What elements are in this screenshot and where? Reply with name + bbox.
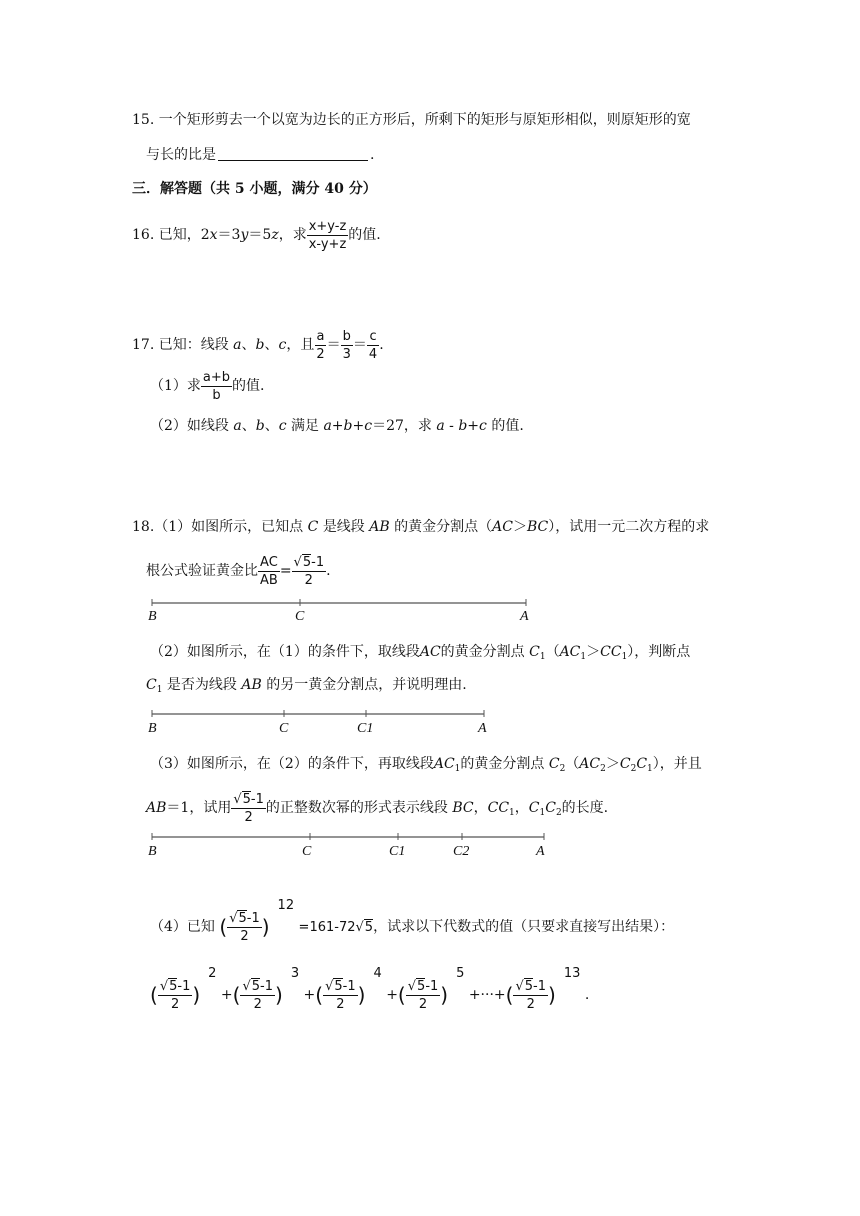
label-C1: C1 xyxy=(389,844,406,859)
seg-AC1: AC xyxy=(433,756,455,772)
q18-p3-c: ），并且 xyxy=(652,756,702,772)
var-a: a xyxy=(233,418,242,434)
sub-1: 1 xyxy=(539,808,546,818)
var-z: z xyxy=(271,227,279,243)
p1-num: a+b xyxy=(202,369,231,385)
q17-sep2: 、 xyxy=(264,337,279,353)
minus-one: -1 xyxy=(260,978,273,994)
q18-p3-a: （3）如图所示，在（2）的条件下，再取线段 xyxy=(150,756,434,772)
section-title: 三．解答题（共 5 小题，满分 40 分） xyxy=(132,181,377,197)
power: 3 xyxy=(290,966,300,981)
q17-frac-2 xyxy=(341,328,353,363)
golden-ratio-rhs xyxy=(292,554,327,589)
seg-CC1-b: C xyxy=(610,644,622,660)
q15-text-b: 与长的比是 xyxy=(146,147,216,163)
gr-num xyxy=(227,910,262,928)
q18-p2-line1 xyxy=(150,640,690,664)
term-frac xyxy=(406,978,441,1013)
point-C1: C xyxy=(146,677,157,693)
plus: + xyxy=(386,987,398,1003)
label-C2: C2 xyxy=(453,844,470,859)
sub-1: 1 xyxy=(647,764,653,774)
term-den: 2 xyxy=(526,996,535,1012)
var-b: b xyxy=(255,337,265,353)
q18-p4-line1 xyxy=(150,880,675,944)
ratio-den: AB xyxy=(260,572,278,588)
q16-frac-den: x-y+z xyxy=(308,236,347,252)
q16-ask: ，求 xyxy=(278,227,307,243)
gr-num xyxy=(231,791,266,809)
sqrt-arg: 5 xyxy=(417,978,426,994)
q18-p2-line2b: 的另一黄金分割点，并说明理由. xyxy=(266,677,467,693)
label-A: A xyxy=(536,844,545,859)
q17-p2-a: （2）如线段 xyxy=(150,418,229,434)
label-C: C xyxy=(302,844,312,859)
label-C: C xyxy=(279,721,289,736)
q16-eq2: ＝5 xyxy=(248,227,272,243)
sum-expression xyxy=(150,948,590,1012)
seg-C2C1-b: C xyxy=(636,756,648,772)
q18-p1-mid2: 的黄金分割点（ xyxy=(394,519,493,535)
q16-line xyxy=(132,215,381,255)
diagram-1-segment xyxy=(140,596,540,626)
term-num xyxy=(158,978,193,996)
q17-eq: ＝ xyxy=(326,337,341,353)
seg-BC: BC xyxy=(452,800,474,816)
sqrt-5: √5 xyxy=(407,978,426,994)
q18-p3-line2a: ＝1，试用 xyxy=(166,800,232,816)
point-C: C xyxy=(307,519,319,535)
gr-den: 2 xyxy=(244,809,253,825)
term-frac xyxy=(513,978,548,1013)
minus-one: -1 xyxy=(177,978,191,994)
label-A: A xyxy=(478,721,487,736)
q17-frac-1 xyxy=(314,328,326,363)
q18-p2-c: （ xyxy=(545,644,560,660)
paren-close: ) xyxy=(261,915,270,939)
q17-and: ，且 xyxy=(286,337,315,353)
gr-den: 2 xyxy=(240,928,249,944)
paren-close: ) xyxy=(192,983,201,1007)
golden-ratio xyxy=(231,791,266,826)
power-12: 12 xyxy=(277,898,295,913)
q17-frac-3 xyxy=(367,328,379,363)
plus: + xyxy=(303,987,316,1003)
seg-C1C2-b: C xyxy=(545,800,556,816)
p1-den: b xyxy=(212,387,221,403)
term-den: 2 xyxy=(170,996,180,1012)
plus: + xyxy=(220,987,233,1003)
answer-blank xyxy=(218,144,368,161)
sqrt-arg: 5 xyxy=(302,554,312,570)
paren-open: ( xyxy=(505,983,514,1007)
sub-1: 1 xyxy=(580,652,587,662)
label-B: B xyxy=(148,844,157,859)
label-C1: C1 xyxy=(357,721,374,736)
f2-den: 3 xyxy=(342,346,351,362)
point-C1: C xyxy=(529,644,540,660)
period: . xyxy=(326,563,331,579)
sqrt-5: √5 xyxy=(293,554,312,570)
seg-CC1-b: C xyxy=(498,800,510,816)
paren-open: ( xyxy=(232,983,241,1007)
q16-text: 已知，2 xyxy=(158,227,210,243)
sub-2: 2 xyxy=(559,764,566,774)
q17-p1-post: 的值. xyxy=(232,378,265,394)
label-A: A xyxy=(520,609,529,624)
comma: ， xyxy=(473,800,488,816)
rhs-num xyxy=(292,554,327,572)
q15-text: 一个矩形剪去一个以宽为边长的正方形后，所剩下的矩形与原矩形相似，则原矩形的宽 xyxy=(158,112,691,128)
paren-open: ( xyxy=(219,915,228,939)
diagram-2-segment xyxy=(140,707,500,737)
seg-CC1-a: C xyxy=(487,800,499,816)
sqrt-arg: 5 xyxy=(238,910,247,926)
q18-p2-d: ），判断点 xyxy=(627,644,691,660)
sub-1: 1 xyxy=(509,808,515,818)
seg-C1C2-a: C xyxy=(528,800,540,816)
sqrt-arg: 5 xyxy=(524,978,534,994)
minus-one: -1 xyxy=(533,978,546,994)
sqrt-arg: 5 xyxy=(242,791,251,807)
q15-number: 15. xyxy=(132,112,155,128)
q15-end: . xyxy=(370,147,375,163)
paren-open: ( xyxy=(315,983,324,1007)
paren-close: ) xyxy=(548,983,556,1007)
label-B: B xyxy=(148,609,157,624)
minus-one: -1 xyxy=(342,978,356,994)
q18-p1-mid3: ），试用一元二次方程的求 xyxy=(548,519,710,535)
var-y: y xyxy=(240,227,249,243)
seg-AB: AB xyxy=(369,519,390,535)
sub-1: 1 xyxy=(156,685,163,695)
q16-eq1: ＝3 xyxy=(217,227,241,243)
seg-BC: BC xyxy=(526,519,549,535)
q16-frac-num: x+y-z xyxy=(308,218,347,234)
q18-p2-line2 xyxy=(146,673,467,697)
q18-p1-line1 xyxy=(132,515,709,539)
q17-p2-eq: ＝27，求 xyxy=(372,418,432,434)
paren-close: ) xyxy=(357,983,366,1007)
term-den: 2 xyxy=(418,996,428,1012)
sqrt-arg: 5 xyxy=(251,978,261,994)
term-den: 2 xyxy=(253,996,262,1012)
minus-one: -1 xyxy=(311,554,325,570)
paren-close: ) xyxy=(440,983,449,1007)
q18-p1-mid1: 是线段 xyxy=(322,519,365,535)
seg-AC1: AC xyxy=(559,644,581,660)
sqrt-5: √5 xyxy=(355,920,374,935)
p4-value: =161-72 xyxy=(298,920,356,935)
sub-2: 2 xyxy=(630,764,637,774)
q16-post: 的值. xyxy=(348,227,381,243)
q18-p2-b: 的黄金分割点 xyxy=(440,644,525,660)
q18-p1-text: （1）如图所示，已知点 xyxy=(154,519,304,535)
golden-ratio-lhs xyxy=(258,554,280,589)
term-frac xyxy=(158,978,193,1013)
f1-num: a xyxy=(316,328,325,344)
q18-p2-line2-text: 是否为线段 xyxy=(166,677,237,693)
q17-number: 17. xyxy=(132,337,155,353)
term-num xyxy=(240,978,275,996)
q17-p1-label: （1）求 xyxy=(150,378,201,394)
var-x: x xyxy=(209,227,218,243)
term-frac xyxy=(323,978,358,1013)
seg-C2C1-a: C xyxy=(619,756,631,772)
q18-p3-line2b: 的正整数次幂的形式表示线段 xyxy=(265,800,448,816)
q18-p4-label: （4）已知 xyxy=(150,919,215,935)
sub-2: 2 xyxy=(555,808,562,818)
term-num xyxy=(323,978,358,996)
seg-AB: AB xyxy=(146,800,167,816)
sub-1: 1 xyxy=(454,764,461,774)
end: . xyxy=(584,987,590,1003)
seg-CC1-a: C xyxy=(600,644,611,660)
ratio-eq: = xyxy=(279,563,292,579)
q17-part2 xyxy=(150,414,524,438)
sqrt-5: √5 xyxy=(233,791,251,807)
sqrt-5: √5 xyxy=(229,910,247,926)
q15-line-1 xyxy=(132,108,691,132)
sqrt-5: √5 xyxy=(325,978,343,994)
q17-sep1: 、 xyxy=(241,337,256,353)
power: 2 xyxy=(208,966,217,981)
f3-den: 4 xyxy=(368,346,378,362)
sqrt-5: √5 xyxy=(515,978,534,994)
ratio-num: AC xyxy=(260,554,278,570)
minus-one: -1 xyxy=(246,910,260,926)
sqrt-5: √5 xyxy=(242,978,261,994)
sqrt-5: √5 xyxy=(159,978,178,994)
var-a: a xyxy=(233,337,242,353)
term-num xyxy=(406,978,441,996)
q15-line-2 xyxy=(146,143,374,167)
q17-p2-post: 的值. xyxy=(491,418,524,434)
sqrt-arg: 5 xyxy=(169,978,178,994)
diagram-3-segment xyxy=(140,830,560,862)
q16-number: 16. xyxy=(132,227,155,243)
q18-p3-paren: （ xyxy=(565,756,580,772)
q18-p3-b: 的黄金分割点 xyxy=(460,756,545,772)
gt: ＞ xyxy=(512,519,527,535)
comma: ， xyxy=(514,800,529,816)
sub-1: 1 xyxy=(621,652,628,662)
power: 13 xyxy=(563,966,581,981)
q18-p4-post: ，试求以下代数式的值（只要求直接写出结果）： xyxy=(373,919,675,935)
seg-AC: AC xyxy=(492,519,513,535)
f1-den: 2 xyxy=(316,346,325,362)
power: 5 xyxy=(456,966,465,981)
q17-p2-sep2: 、 xyxy=(264,418,279,434)
label-C: C xyxy=(295,609,305,624)
golden-ratio xyxy=(227,910,262,945)
q17-part1 xyxy=(150,366,265,406)
q18-p3-line1 xyxy=(150,752,702,776)
seg-AC: AC xyxy=(419,644,441,660)
var-c: c xyxy=(278,337,287,353)
dots: +···+ xyxy=(468,987,506,1003)
seg-AC2: AC xyxy=(579,756,601,772)
q18-number: 18. xyxy=(132,519,155,535)
q17-p2-d: 满足 xyxy=(291,418,319,434)
rhs-den: 2 xyxy=(304,572,313,588)
paren-open: ( xyxy=(150,983,158,1007)
sub-1: 1 xyxy=(539,652,546,662)
var-c: c xyxy=(278,418,287,434)
label-B: B xyxy=(148,721,157,736)
q18-p3-line2d: 的长度. xyxy=(561,800,609,816)
sqrt-arg: 5 xyxy=(334,978,343,994)
var-b: b xyxy=(255,418,265,434)
q18-p3-line2 xyxy=(146,785,608,831)
q17-expr1: a+b+c xyxy=(323,418,373,434)
q18-p1-line2-text: 根公式验证黄金比 xyxy=(146,563,258,579)
term-den: 2 xyxy=(336,996,345,1012)
f3-num: c xyxy=(369,328,377,344)
q17-p2-sep: 、 xyxy=(241,418,256,434)
q17-eq2: ＝ xyxy=(352,337,367,353)
gt: ＞ xyxy=(586,644,601,660)
q18-p1-line2 xyxy=(146,548,331,594)
gt: ＞ xyxy=(605,756,620,772)
q17-p1-frac xyxy=(201,369,232,404)
paren-open: ( xyxy=(397,983,406,1007)
term-frac xyxy=(240,978,275,1013)
q16-fraction xyxy=(307,218,349,253)
q17-pre: 已知：线段 xyxy=(158,337,229,353)
sqrt-arg: 5 xyxy=(364,920,374,935)
q17-end: . xyxy=(379,337,384,353)
q17-expr2: a - b+c xyxy=(436,418,487,434)
point-C2: C xyxy=(548,756,560,772)
paren-close: ) xyxy=(275,983,283,1007)
seg-AB: AB xyxy=(241,677,262,693)
sub-2: 2 xyxy=(600,764,606,774)
minus-one: -1 xyxy=(250,791,264,807)
minus-one: -1 xyxy=(425,978,439,994)
power: 4 xyxy=(373,966,382,981)
term-num xyxy=(513,978,548,996)
q17-line xyxy=(132,325,384,365)
f2-num: b xyxy=(342,328,351,344)
q18-p2-a: （2）如图所示，在（1）的条件下，取线段 xyxy=(150,644,420,660)
